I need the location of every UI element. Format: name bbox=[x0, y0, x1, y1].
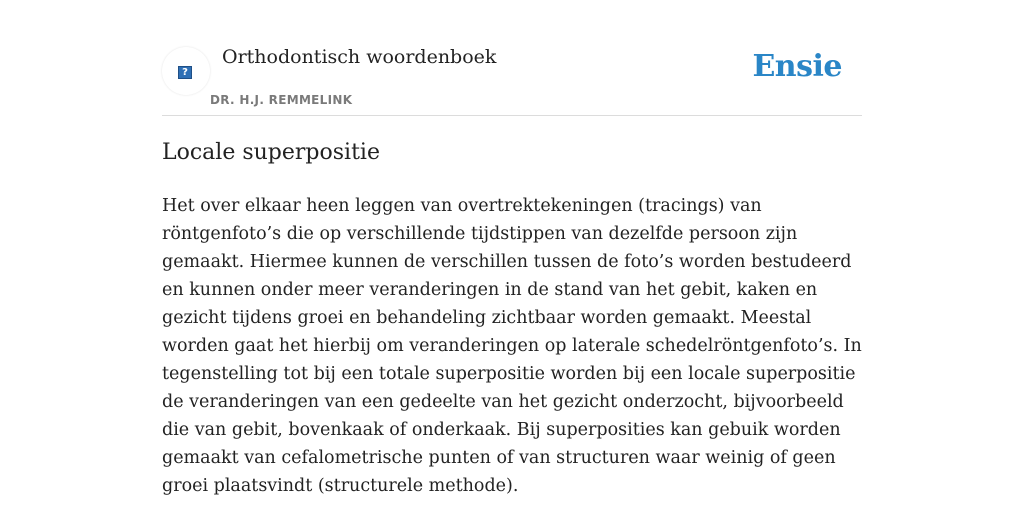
dictionary-header bbox=[162, 44, 862, 116]
dictionary-author[interactable]: DR. H.J. REMMELINK bbox=[210, 93, 353, 107]
book-icon-badge[interactable] bbox=[162, 47, 210, 95]
dictionary-title[interactable]: Orthodontisch woordenboek bbox=[222, 46, 497, 68]
book-icon: ? bbox=[178, 66, 192, 79]
entry-definition: Het over elkaar heen leggen van overtrektekeningen (tracings) van röntgenfoto’s die op verschillende tijdstippen van dezelfde persoon zijn gemaakt. Hiermee kunnen de verschillen tussen de foto’s worden bestudeerd en kunnen onder meer veranderingen in de stand van het gebit, kaken en gezicht tijdens groei en behandeling zichtbaar worden gemaakt. Meestal worden gaat het hierbij om veranderingen op laterale schedelröntgenfoto’s. In tegenstelling tot bij een totale superpositie worden bij een locale superpositie de veranderingen van een gedeelte van het gezicht onderzocht, bijvoorbeeld die van gebit, bovenkaak of onderkaak. Bij superposities kan gebuik worden gemaakt van cefalometrische punten of van structuren waar weinig of geen groei plaatsvindt (structurele methode). bbox=[162, 196, 862, 496]
entry-title: Locale superpositie bbox=[162, 140, 380, 165]
ensie-logo[interactable]: Ensie bbox=[752, 49, 842, 84]
